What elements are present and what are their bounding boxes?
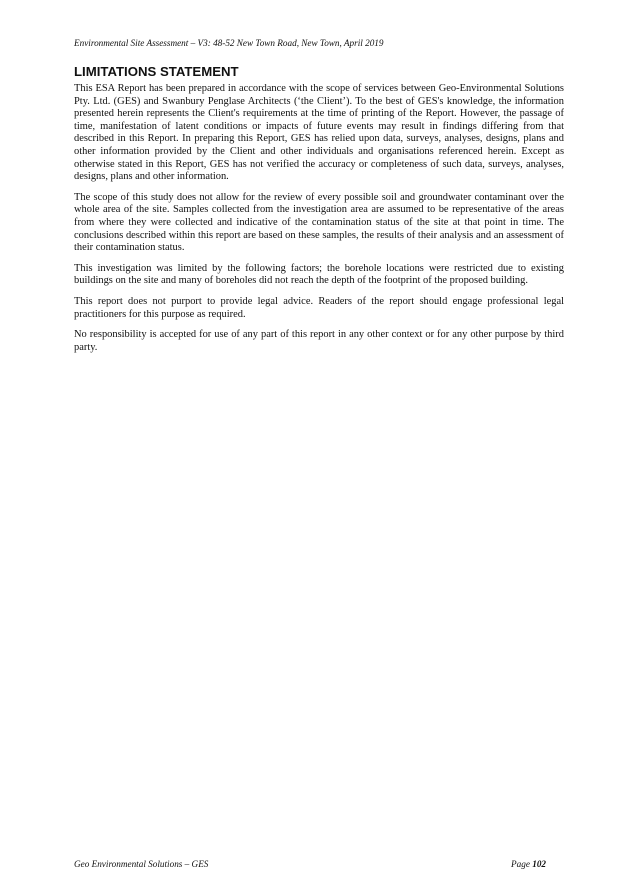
footer-page-number: 102 [532,859,546,869]
running-header: Environmental Site Assessment – V3: 48-52 New Town Road, New Town, April 2019 [74,38,384,48]
paragraph-scope-of-services: This ESA Report has been prepared in accordance with the scope of services between Geo-Environmental Solutions Pty. Ltd. (GES) and Swanbury Penglase Architects (‘the Client’). To the best of GES's knowledge, the information presented herein represents the Client's requirements at the time of printing of the Report. However, the passage of time, manifestation of latent conditions or impacts of future events may result in findings differing from that described in this Report. In preparing this Report, GES has relied upon data, surveys, analyses, designs, plans and other information provided by the Client and other individuals and organisations referenced herein. Except as otherwise stated in this Report, GES has not verified the accuracy or completeness of such data, surveys, analyses, designs, plans and other information. [74,83,564,183]
paragraph-investigation-limits: This investigation was limited by the following factors; the borehole locations were restricted due to existing buildings on the site and many of boreholes did not reach the depth of the footprint of the proposed building. [74,262,564,287]
footer-company: Geo Environmental Solutions – GES [74,859,209,869]
section-body [74,83,564,362]
paragraph-study-scope: The scope of this study does not allow for the review of every possible soil and groundwater contaminant over the whole area of the site. Samples collected from the investigation area are assumed to be representative of the areas from where they were collected and indicative of the contamination status of the site at that point in time. The conclusions described within this report are based on these samples, the results of their analysis and an assessment of their contamination status. [74,191,564,254]
footer-page [511,858,546,870]
footer-page-label: Page [511,859,530,869]
paragraph-legal-advice: This report does not purport to provide legal advice. Readers of the report should engage professional legal practitioners for this purpose as required. [74,295,564,320]
paragraph-responsibility: No responsibility is accepted for use of any part of this report in any other context or for any other purpose by third party. [74,329,564,353]
section-title: LIMITATIONS STATEMENT [74,64,239,79]
